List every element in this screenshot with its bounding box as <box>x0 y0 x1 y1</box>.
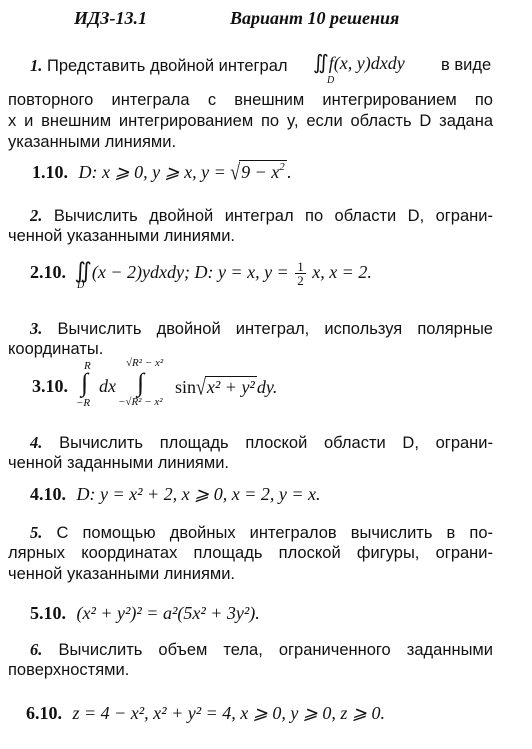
equation-5-10 <box>30 603 260 624</box>
dy-label: dy. <box>256 377 278 397</box>
sqrt-icon: √ <box>196 374 206 400</box>
task-4-text-2: ченной заданными линиями. <box>8 454 230 472</box>
equation-6-10 <box>26 703 385 724</box>
task-4-number: 4. <box>30 433 43 452</box>
equation-1-10-period: . <box>286 162 292 182</box>
inner-integral-sign-icon: ∫ <box>137 368 145 397</box>
task-1-line-1 <box>30 56 288 76</box>
equation-2-10-main: (x − 2)ydxdy; D: y = x, y = <box>91 262 294 282</box>
equation-1-10 <box>32 160 291 183</box>
task-1-double-integral <box>313 50 405 75</box>
double-integral-icon: ∬ <box>74 258 92 283</box>
outer-integral-lower-limit: −R <box>76 397 91 409</box>
task-6-text-1: Вычислить объем тела, ограниченного заданными <box>58 641 493 659</box>
integral-sign-icon: ∫ <box>81 368 89 397</box>
fraction-denominator: 2 <box>297 273 304 289</box>
task-6-line-1 <box>30 639 493 661</box>
sqrt-icon: √ <box>230 159 241 185</box>
task-2-region-subscript: D <box>77 280 85 291</box>
fraction-one-half <box>295 260 306 287</box>
equation-1-10-label: 1.10. <box>32 162 68 182</box>
fraction-numerator: 1 <box>297 259 304 275</box>
equation-1-10-radicand <box>239 160 287 183</box>
double-integral-sign: ∬ <box>313 52 329 74</box>
inner-integral-upper-limit: √R² − x² <box>126 357 164 369</box>
task-2-text-1: Вычислить двойной интеграл по области D, ограни- <box>53 207 493 225</box>
task-5-number: 5. <box>30 523 43 542</box>
task-5-text-2: лярных координатах площадь плоской фигуры, ограни- <box>8 544 493 562</box>
task-2-text-2: ченной указанными линиями. <box>8 227 236 245</box>
task-1-number: 1. <box>30 56 43 75</box>
equation-3-10-number: 3.10. <box>32 376 68 396</box>
task-5-text-3: ченной указанными линиями. <box>8 565 236 583</box>
task-5-text-1: С помощью двойных интегралов вычислить в по- <box>56 524 493 542</box>
equation-4-10 <box>30 484 321 505</box>
equation-3-10-integrand <box>175 376 277 398</box>
task-3-number: 3. <box>30 319 43 338</box>
task-1-integrand: f(x, y)dxdy <box>328 53 405 73</box>
equation-4-10-main: D: y = x² + 2, x ⩾ 0, x = 2, y = x. <box>76 484 321 504</box>
task-2-line-1 <box>30 205 493 227</box>
task-1-text-3: повторного интеграла с внешним интегрированием по <box>8 91 493 109</box>
task-3-text-2: координаты. <box>8 340 104 358</box>
header-right: Вариант 10 решения <box>230 8 400 28</box>
task-4-text-1: Вычислить площадь плоской области D, ограни- <box>59 434 493 452</box>
task-1-text-5: указанными линиями. <box>8 133 177 151</box>
radicand-base: 9 − x <box>241 162 280 182</box>
radicand-exponent: 2 <box>279 161 285 173</box>
task-6-number: 6. <box>30 640 43 659</box>
equation-5-10-label: 5.10. <box>30 603 66 623</box>
task-5-line-1 <box>30 522 493 544</box>
header-left: ИДЗ-13.1 <box>74 8 147 28</box>
task-1-text-4: x и внешним интегрированием по y, если область D задана <box>8 112 493 130</box>
equation-4-10-label: 4.10. <box>30 484 66 504</box>
sin-function: sin <box>175 377 197 397</box>
equation-2-10-tail: x, x = 2. <box>307 262 372 282</box>
task-2-number: 2. <box>30 206 43 225</box>
outer-integral-upper-limit: R <box>84 360 91 372</box>
inner-integral-lower-limit: −√R² − x² <box>118 396 163 408</box>
task-1-region-subscript: D <box>327 75 335 86</box>
equation-3-10-radicand: x² + y² <box>206 377 255 397</box>
equation-5-10-main: (x² + y²)² = a²(5x² + 3y²). <box>76 603 260 623</box>
task-1-text-2: в виде <box>441 56 492 74</box>
task-3-line-1 <box>30 318 493 340</box>
task-3-text-1: Вычислить двойной интеграл, используя полярные <box>57 320 493 338</box>
task-4-line-1 <box>30 432 493 454</box>
equation-6-10-label: 6.10. <box>26 703 62 723</box>
task-1-text-1: Представить двойной интеграл <box>46 57 288 75</box>
dx-label: dx <box>99 376 116 396</box>
equation-1-10-main: D: x ⩾ 0, y ⩾ x, y = <box>78 162 231 182</box>
equation-2-10-label: 2.10. <box>30 262 66 282</box>
equation-3-10-label <box>32 376 68 397</box>
task-6-text-2: поверхностями. <box>8 661 130 679</box>
equation-6-10-main: z = 4 − x², x² + y² = 4, x ⩾ 0, y ⩾ 0, z ⩾ 0. <box>72 703 385 723</box>
